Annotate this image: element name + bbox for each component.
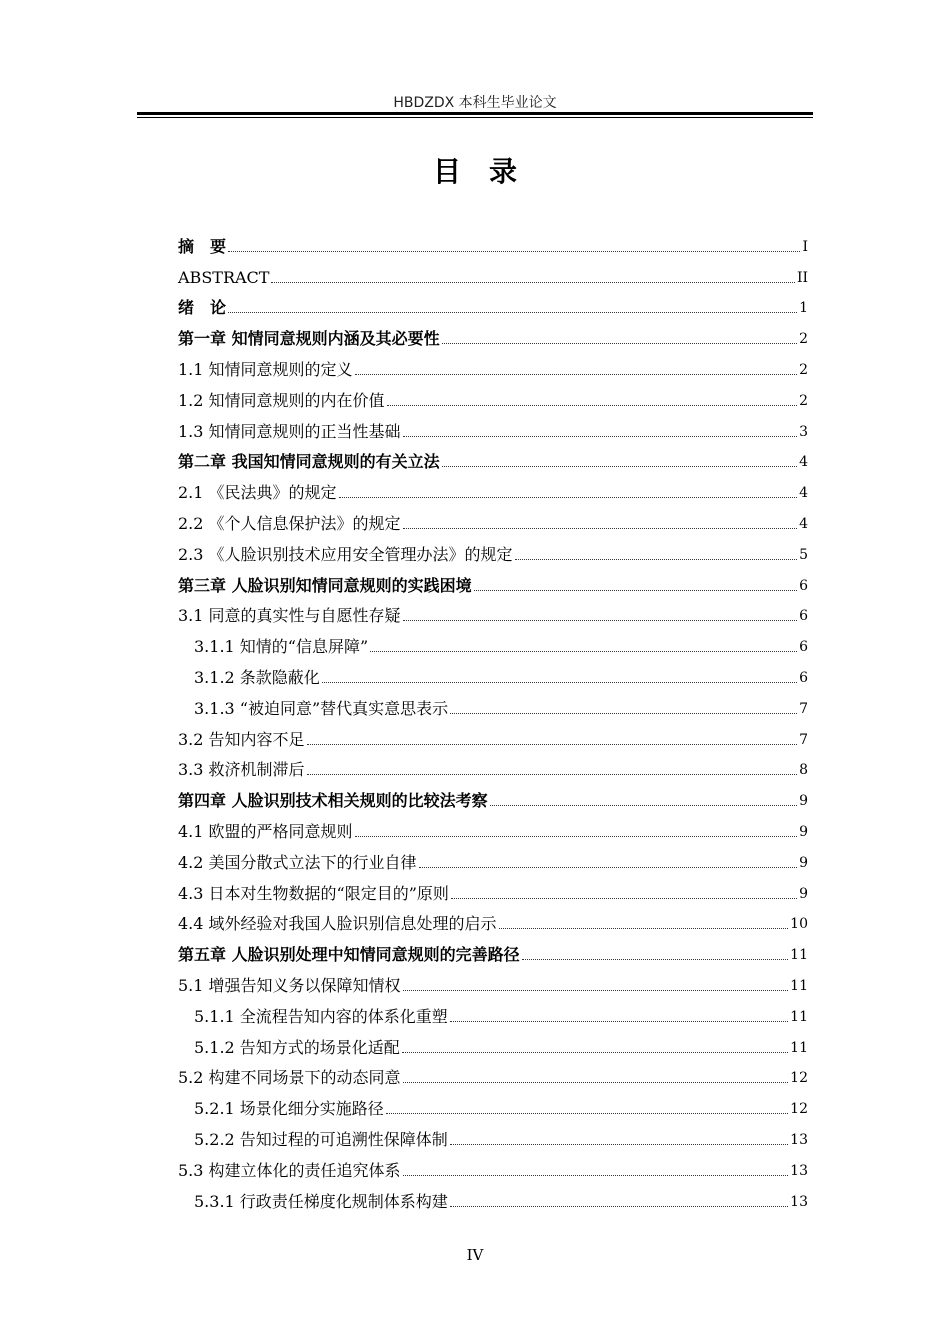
toc-entry-page: 11 xyxy=(790,947,808,964)
toc-entry[interactable] xyxy=(178,996,808,1027)
toc-entry[interactable] xyxy=(178,318,808,349)
toc-entry[interactable] xyxy=(178,596,808,627)
toc-leader-dots xyxy=(307,774,798,775)
toc-leader-dots xyxy=(355,836,798,837)
toc-entry-page: 11 xyxy=(790,1039,808,1056)
toc-entry[interactable] xyxy=(178,1181,808,1212)
toc-entry[interactable] xyxy=(178,380,808,411)
toc-entry-label: 5.3.1 行政责任梯度化规制体系构建 xyxy=(194,1191,448,1211)
toc-entry-label: 4.3 日本对生物数据的“限定目的”原则 xyxy=(178,883,449,903)
toc-leader-dots xyxy=(450,1206,788,1207)
toc-leader-dots xyxy=(522,959,789,960)
toc-leader-dots xyxy=(403,1175,789,1176)
toc-leader-dots xyxy=(339,497,798,498)
toc-entry-page: 6 xyxy=(799,577,808,594)
toc-entry[interactable] xyxy=(178,626,808,657)
toc-entry[interactable] xyxy=(178,1027,808,1058)
toc-leader-dots xyxy=(442,343,798,344)
toc-entry-page: 9 xyxy=(799,885,808,902)
toc-leader-dots xyxy=(451,898,797,899)
toc-entry-label: ABSTRACT xyxy=(178,267,270,287)
toc-entry[interactable] xyxy=(178,472,808,503)
toc-entry-label: 2.3 《人脸识别技术应用安全管理办法》的规定 xyxy=(178,544,513,564)
toc-entry-page: 9 xyxy=(799,854,808,871)
toc-entry-label: 3.1.1 知情的“信息屏障” xyxy=(194,637,369,657)
toc-entry[interactable] xyxy=(178,719,808,750)
toc-entry-label: 第三章 人脸识别知情同意规则的实践困境 xyxy=(178,575,472,595)
toc-entry[interactable] xyxy=(178,904,808,935)
toc-leader-dots xyxy=(228,312,797,313)
toc-entry-label: 3.2 告知内容不足 xyxy=(178,729,305,749)
toc-entry-page: 12 xyxy=(790,1101,808,1118)
header-rule-thick xyxy=(137,112,813,115)
toc-entry[interactable] xyxy=(178,1088,808,1119)
toc-leader-dots xyxy=(322,682,797,683)
toc-entry[interactable] xyxy=(178,873,808,904)
toc-entry[interactable] xyxy=(178,1058,808,1089)
toc-leader-dots xyxy=(355,374,798,375)
toc-entry-page: II xyxy=(796,269,808,286)
toc-leader-dots xyxy=(228,251,800,252)
toc-entry[interactable] xyxy=(178,842,808,873)
toc-entry-page: 11 xyxy=(790,977,808,994)
toc-entry-label: 第二章 我国知情同意规则的有关立法 xyxy=(178,452,440,472)
page-number: IV xyxy=(466,1246,484,1264)
toc-entry[interactable] xyxy=(178,934,808,965)
toc-entry-page: 11 xyxy=(790,1008,808,1025)
toc-entry-page: I xyxy=(802,238,808,255)
toc-leader-dots xyxy=(490,805,798,806)
toc-entry[interactable] xyxy=(178,349,808,380)
toc-leader-dots xyxy=(402,1052,788,1053)
toc-entry-label: 2.1 《民法典》的规定 xyxy=(178,483,337,503)
toc-leader-dots xyxy=(474,590,798,591)
toc-entry-label: 1.3 知情同意规则的正当性基础 xyxy=(178,421,401,441)
toc-entry-page: 2 xyxy=(799,361,808,378)
toc-entry-label: 5.2.2 告知过程的可追溯性保障体制 xyxy=(194,1129,448,1149)
toc-entry-page: 3 xyxy=(799,423,808,440)
toc-entry-label: 4.2 美国分散式立法下的行业自律 xyxy=(178,852,417,872)
toc-entry-page: 13 xyxy=(790,1131,808,1148)
toc-leader-dots xyxy=(271,282,794,283)
toc-entry-page: 7 xyxy=(799,731,808,748)
toc-entry[interactable] xyxy=(178,257,808,288)
toc-entry[interactable] xyxy=(178,657,808,688)
toc-entry-label: 3.3 救济机制滞后 xyxy=(178,760,305,780)
toc-leader-dots xyxy=(387,405,798,406)
toc-entry[interactable] xyxy=(178,442,808,473)
toc-entry-page: 7 xyxy=(799,700,808,717)
toc-entry-label: 4.1 欧盟的严格同意规则 xyxy=(178,821,353,841)
toc-leader-dots xyxy=(499,928,789,929)
toc-entry-label: 5.1.2 告知方式的场景化适配 xyxy=(194,1037,400,1057)
toc-entry-label: 第四章 人脸识别技术相关规则的比较法考察 xyxy=(178,791,488,811)
toc-entry[interactable] xyxy=(178,534,808,565)
toc-entry-label: 5.1 增强告知义务以保障知情权 xyxy=(178,975,401,995)
toc-entry-page: 4 xyxy=(799,515,808,532)
toc-leader-dots xyxy=(450,713,797,714)
toc-entry-page: 5 xyxy=(799,546,808,563)
toc-entry-page: 2 xyxy=(799,331,808,348)
toc-entry[interactable] xyxy=(178,288,808,319)
toc-leader-dots xyxy=(403,436,798,437)
toc-entry-page: 4 xyxy=(799,454,808,471)
toc-entry[interactable] xyxy=(178,811,808,842)
toc-entry-page: 12 xyxy=(790,1070,808,1087)
toc-entry[interactable] xyxy=(178,1150,808,1181)
header-rule-thin xyxy=(137,117,813,118)
toc-entry-label: 3.1.3 “被迫同意”替代真实意思表示 xyxy=(194,698,449,718)
toc-entry-page: 6 xyxy=(799,639,808,656)
toc-leader-dots xyxy=(515,559,798,560)
toc-entry-label: 3.1 同意的真实性与自愿性存疑 xyxy=(178,606,401,626)
toc-entry-label: 第一章 知情同意规则内涵及其必要性 xyxy=(178,329,440,349)
page-header: HBDZDX 本科生毕业论文 xyxy=(393,95,557,111)
toc-entry[interactable] xyxy=(178,565,808,596)
toc-leader-dots xyxy=(307,744,798,745)
toc-entry[interactable] xyxy=(178,780,808,811)
table-of-contents xyxy=(178,226,808,1212)
toc-leader-dots xyxy=(386,1113,788,1114)
toc-entry-page: 8 xyxy=(799,762,808,779)
toc-entry-label: 3.1.2 条款隐蔽化 xyxy=(194,667,320,687)
toc-entry-page: 6 xyxy=(799,669,808,686)
toc-entry-label: 1.1 知情同意规则的定义 xyxy=(178,359,353,379)
toc-leader-dots xyxy=(403,990,789,991)
toc-entry-label: 5.1.1 全流程告知内容的体系化重塑 xyxy=(194,1006,448,1026)
toc-entry-label: 4.4 域外经验对我国人脸识别信息处理的启示 xyxy=(178,914,497,934)
toc-leader-dots xyxy=(403,620,798,621)
toc-leader-dots xyxy=(403,528,798,529)
toc-entry-page: 4 xyxy=(799,485,808,502)
toc-entry[interactable] xyxy=(178,688,808,719)
toc-leader-dots xyxy=(403,1082,789,1083)
toc-leader-dots xyxy=(370,651,797,652)
toc-title: 目录 xyxy=(432,155,545,188)
toc-entry-page: 2 xyxy=(799,392,808,409)
toc-entry[interactable] xyxy=(178,411,808,442)
toc-entry-label: 5.2 构建不同场景下的动态同意 xyxy=(178,1068,401,1088)
toc-entry-label: 绪 论 xyxy=(178,298,227,318)
toc-entry[interactable] xyxy=(178,1119,808,1150)
toc-entry-page: 1 xyxy=(799,300,808,317)
toc-entry-page: 9 xyxy=(799,823,808,840)
toc-leader-dots xyxy=(442,466,798,467)
toc-entry-label: 2.2 《个人信息保护法》的规定 xyxy=(178,513,401,533)
toc-entry-label: 5.2.1 场景化细分实施路径 xyxy=(194,1099,384,1119)
toc-entry-page: 9 xyxy=(799,793,808,810)
toc-entry-label: 第五章 人脸识别处理中知情同意规则的完善路径 xyxy=(178,945,520,965)
toc-entry-page: 10 xyxy=(790,916,808,933)
toc-entry-label: 摘 要 xyxy=(178,236,227,256)
toc-leader-dots xyxy=(450,1021,788,1022)
toc-entry-label: 1.2 知情同意规则的内在价值 xyxy=(178,390,385,410)
toc-entry[interactable] xyxy=(178,750,808,781)
toc-leader-dots xyxy=(419,867,798,868)
toc-entry[interactable] xyxy=(178,965,808,996)
toc-entry-page: 6 xyxy=(799,608,808,625)
toc-entry[interactable] xyxy=(178,503,808,534)
toc-entry[interactable] xyxy=(178,226,808,257)
toc-entry-page: 13 xyxy=(790,1193,808,1210)
toc-entry-label: 5.3 构建立体化的责任追究体系 xyxy=(178,1160,401,1180)
toc-entry-page: 13 xyxy=(790,1162,808,1179)
toc-leader-dots xyxy=(450,1144,788,1145)
